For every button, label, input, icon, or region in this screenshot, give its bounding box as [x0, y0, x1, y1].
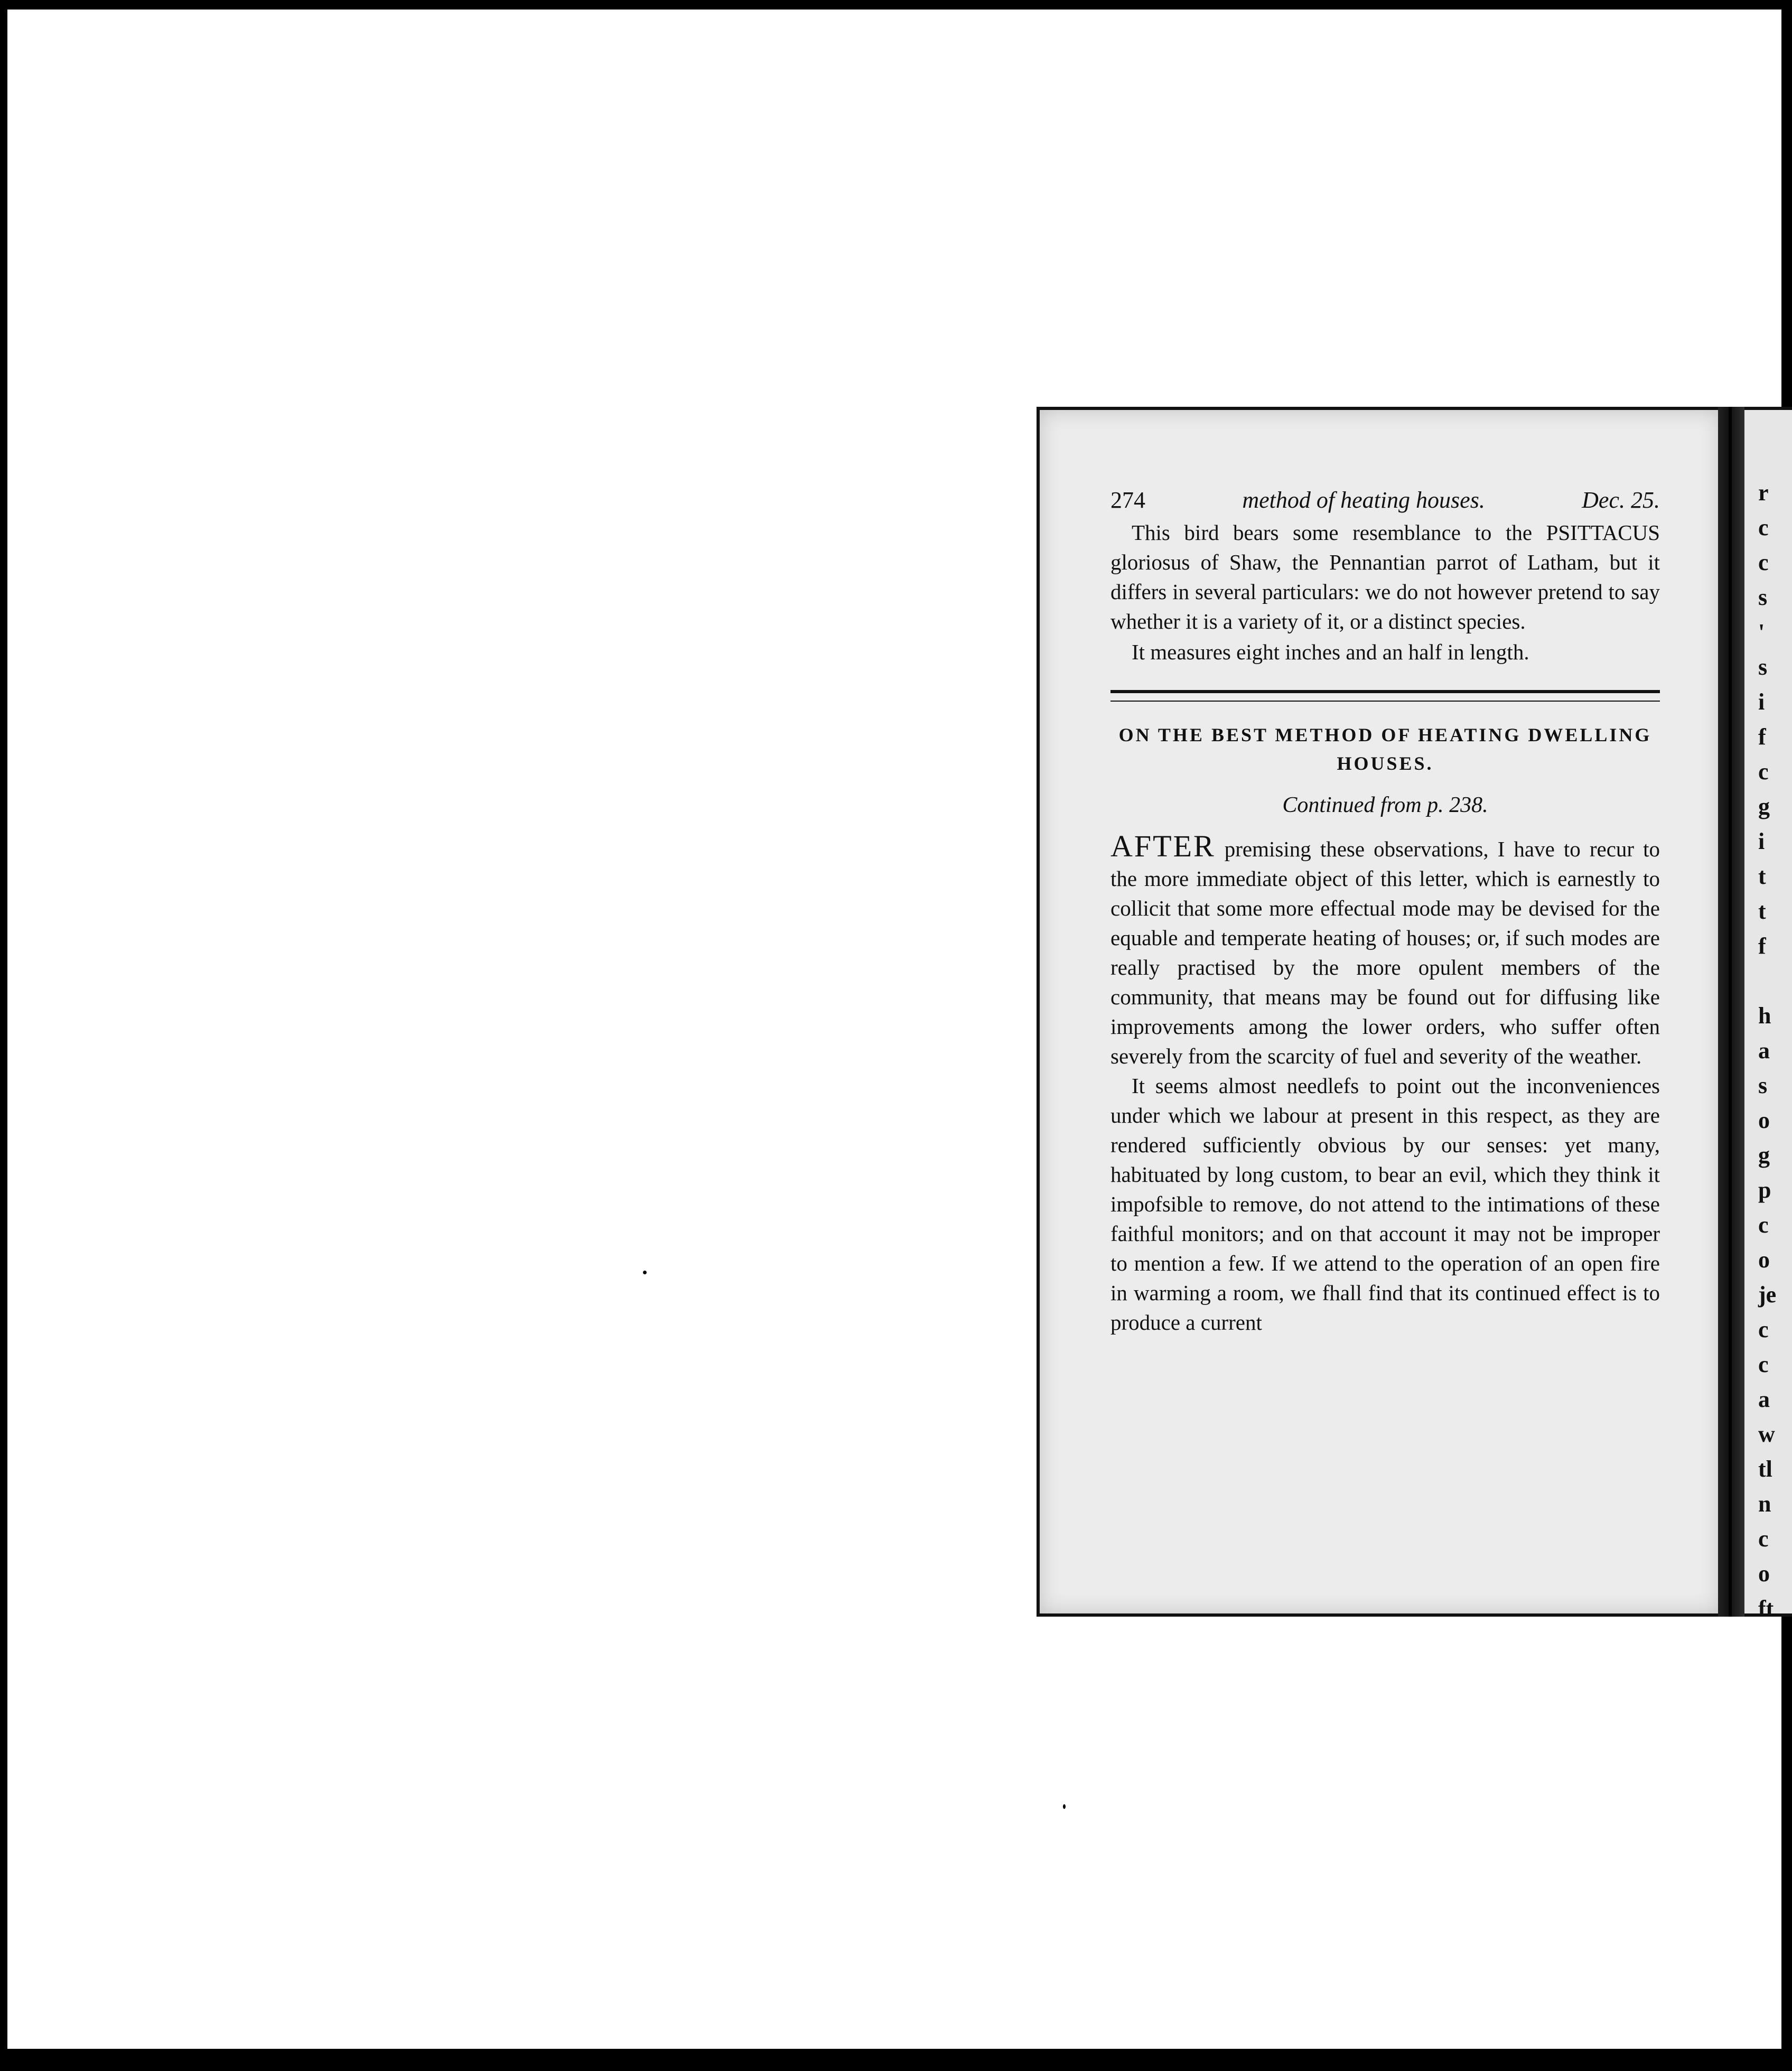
continued-note: Continued from p. 238. [1282, 793, 1488, 817]
edge-letter: s [1758, 584, 1768, 610]
edge-letter: s [1758, 654, 1768, 680]
edge-letter: a [1758, 1038, 1770, 1064]
running-head [1110, 487, 1660, 514]
scan-speck [643, 1271, 647, 1274]
edge-letter: ft [1758, 1596, 1774, 1621]
edge-letter: o [1758, 1561, 1770, 1587]
edge-letter: i [1758, 689, 1765, 715]
edge-letter: f [1758, 724, 1766, 750]
right-page-edge-text [1758, 475, 1779, 1626]
edge-letter: g [1758, 1142, 1770, 1168]
book-gutter [1718, 407, 1747, 1617]
edge-letter: i [1758, 828, 1765, 854]
edge-letter: a [1758, 1386, 1770, 1412]
edge-letter: n [1758, 1491, 1771, 1517]
edge-letter: p [1758, 1177, 1771, 1203]
section-divider [1110, 690, 1660, 702]
edge-letter: s [1758, 1072, 1768, 1098]
edge-letter: c [1758, 549, 1769, 575]
scan-speck [1063, 1804, 1066, 1809]
gutter-line [1729, 407, 1732, 1617]
edge-letter: w [1758, 1421, 1775, 1447]
edge-letter: t [1758, 898, 1766, 924]
article-paragraph-2: It seems almost needlefs to point out the inconveniences under which we labour at present in this respect, as they are rendered sufficiently obvious by our senses: yet many, habituated by long custom, to bear an evil, which they think it impofsible to remove, do not attend to the intimations of these faithful monitors; and on that account it may not be improper to mention a few. If we attend to the operation of an open fire in warming a room, we fhall find that its continued effect is to produce a current [1110, 1074, 1660, 1335]
article-paragraph-1-text: premising these observations, I have to recur to the more immediate object of this letter, which is earnestly to collicit that some more effectual mode may be devised for the equable and temperate heating of houses; or, if such modes are really practised by the more opulent members of the community, that means may be found out for diffusing like improvements among the lower orders, who suffer often severely from the scarcity of fuel and severity of the weather. [1110, 837, 1660, 1068]
edge-letter [1758, 964, 1779, 999]
edge-letter: t [1758, 863, 1766, 889]
measurement-line: It measures eight inches and an half in length. [1132, 640, 1529, 664]
edge-letter: o [1758, 1247, 1770, 1273]
edge-letter: ' [1758, 619, 1765, 645]
edge-letter: c [1758, 1526, 1769, 1552]
running-head-date: Dec. 25. [1582, 487, 1660, 513]
edge-letter: c [1758, 515, 1769, 540]
edge-letter: c [1758, 1351, 1769, 1377]
edge-letter: r [1758, 480, 1769, 506]
edge-letter: c [1758, 1317, 1769, 1342]
edge-letter: f [1758, 933, 1766, 959]
edge-letter: je [1758, 1282, 1777, 1308]
article-paragraph-1 [1110, 829, 1660, 1071]
edge-letter: c [1758, 1212, 1769, 1238]
page-content [1110, 487, 1660, 1337]
edge-letter: c [1758, 759, 1769, 785]
edge-letter: tl [1758, 1456, 1772, 1482]
edge-letter: h [1758, 1003, 1771, 1029]
page-number: 274 [1110, 487, 1145, 513]
opening-word: AFTER [1110, 829, 1216, 863]
article-title: ON THE BEST METHOD OF HEATING DWELLING HOUSES. [1118, 724, 1652, 774]
running-head-title: method of heating houses. [1242, 487, 1485, 513]
book-spread [1037, 407, 1792, 1621]
bird-description-paragraph: This bird bears some resemblance to the PSITTACUS gloriosus of Shaw, the Pennantian parrot of Latham, but it differs in several particulars: we do not however pretend to say whether it is a variety of it, or a distinct species. [1110, 520, 1660, 633]
edge-letter: g [1758, 794, 1770, 819]
edge-letter: o [1758, 1107, 1770, 1133]
